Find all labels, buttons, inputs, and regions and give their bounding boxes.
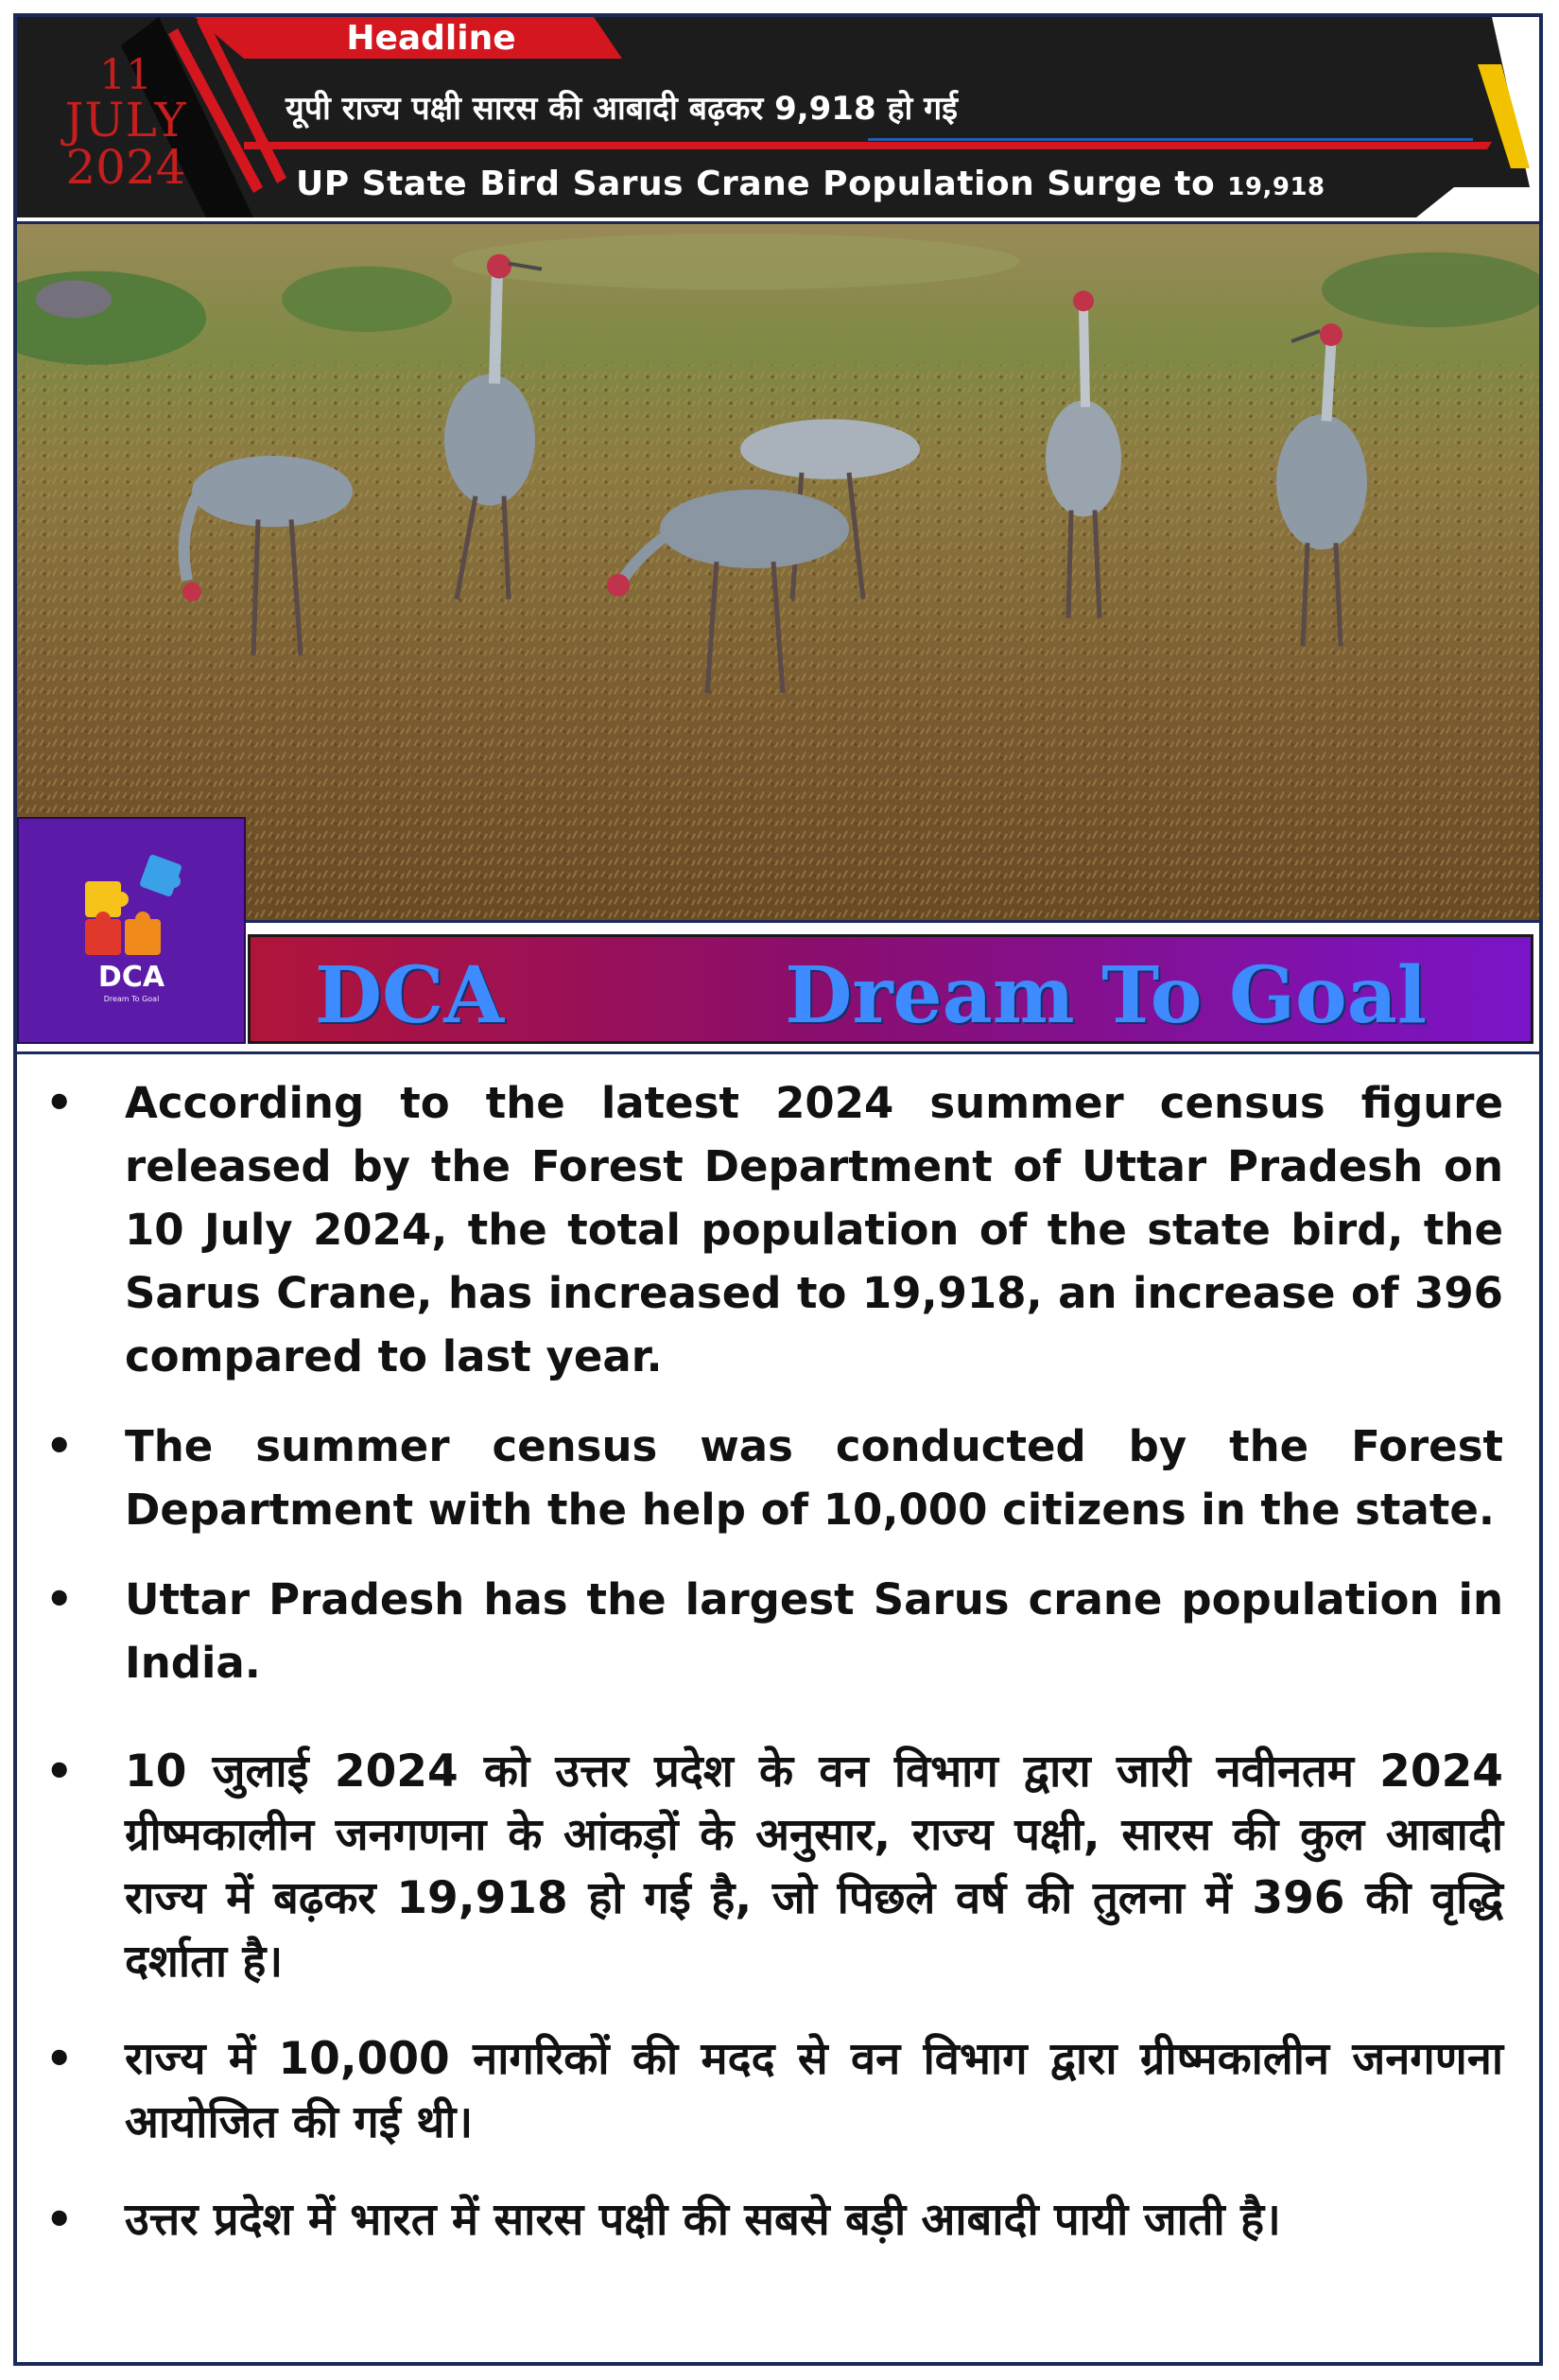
date-year: 2024: [65, 140, 186, 195]
brand-right-label: Dream To Goal: [785, 950, 1427, 1041]
bullet-english-2: • The summer census was conducted by the Forest Department with the help of 10,000 citizens in the state.: [17, 1415, 1539, 1541]
logo-subtext: Dream To Goal: [103, 995, 160, 1003]
headline-english-text: UP State Bird Sarus Crane Population Surge to: [296, 165, 1216, 203]
bullet-hindi-2: • राज्य में 10,000 नागरिकों की मदद से वन विभाग द्वारा ग्रीष्मकालीन जनगणना आयोजित की गई थी।: [17, 2027, 1539, 2154]
brand-band: [248, 934, 1533, 1044]
bullet-english-3: • Uttar Pradesh has the largest Sarus crane population in India.: [17, 1568, 1539, 1694]
headline-header: [17, 17, 1539, 217]
headline-hindi: यूपी राज्य पक्षी सारस की आबादी बढ़कर 9,918 हो गई: [286, 90, 958, 128]
puzzle-logo-icon: [76, 853, 199, 957]
brand-left-label: DCA: [315, 950, 504, 1041]
headline-english-number: 19,918: [1227, 173, 1325, 201]
date-block: [36, 51, 216, 195]
bullet-hindi-3: • उत्तर प्रदेश में भारत में सारस पक्षी की सबसे बड़ी आबादी पायी जाती है।: [17, 2188, 1539, 2251]
date-day: 11: [99, 51, 152, 99]
headline-english: [296, 165, 1430, 203]
article-body: [17, 1051, 1539, 2362]
bullet-hindi-1: • 10 जुलाई 2024 को उत्तर प्रदेश के वन विभाग द्वारा जारी नवीनतम 2024 ग्रीष्मकालीन जनगणना के आंकड़ों के अनुसार, राज्य पक्षी, सारस की कुल आबादी राज्य में बढ़कर 19,918 हो गई है, जो पिछले वर्ष की तुलना में 396 की वृद्धि दर्शाता है।: [17, 1740, 1539, 1993]
dca-logo: [17, 817, 246, 1044]
date-month: JULY: [64, 93, 187, 148]
crane-field-illustration: [17, 224, 1539, 920]
headline-tag: Headline: [346, 19, 516, 58]
bullet-list: [17, 1054, 1539, 2251]
logo-text: DCA: [97, 961, 165, 994]
bullet-english-1: • According to the latest 2024 summer census figure released by the Forest Department of Uttar Pradesh on 10 July 2024, the total population of the state bird, the Sarus Crane, has increased to 19,918, an increase of 396 compared to last year.: [17, 1071, 1539, 1388]
